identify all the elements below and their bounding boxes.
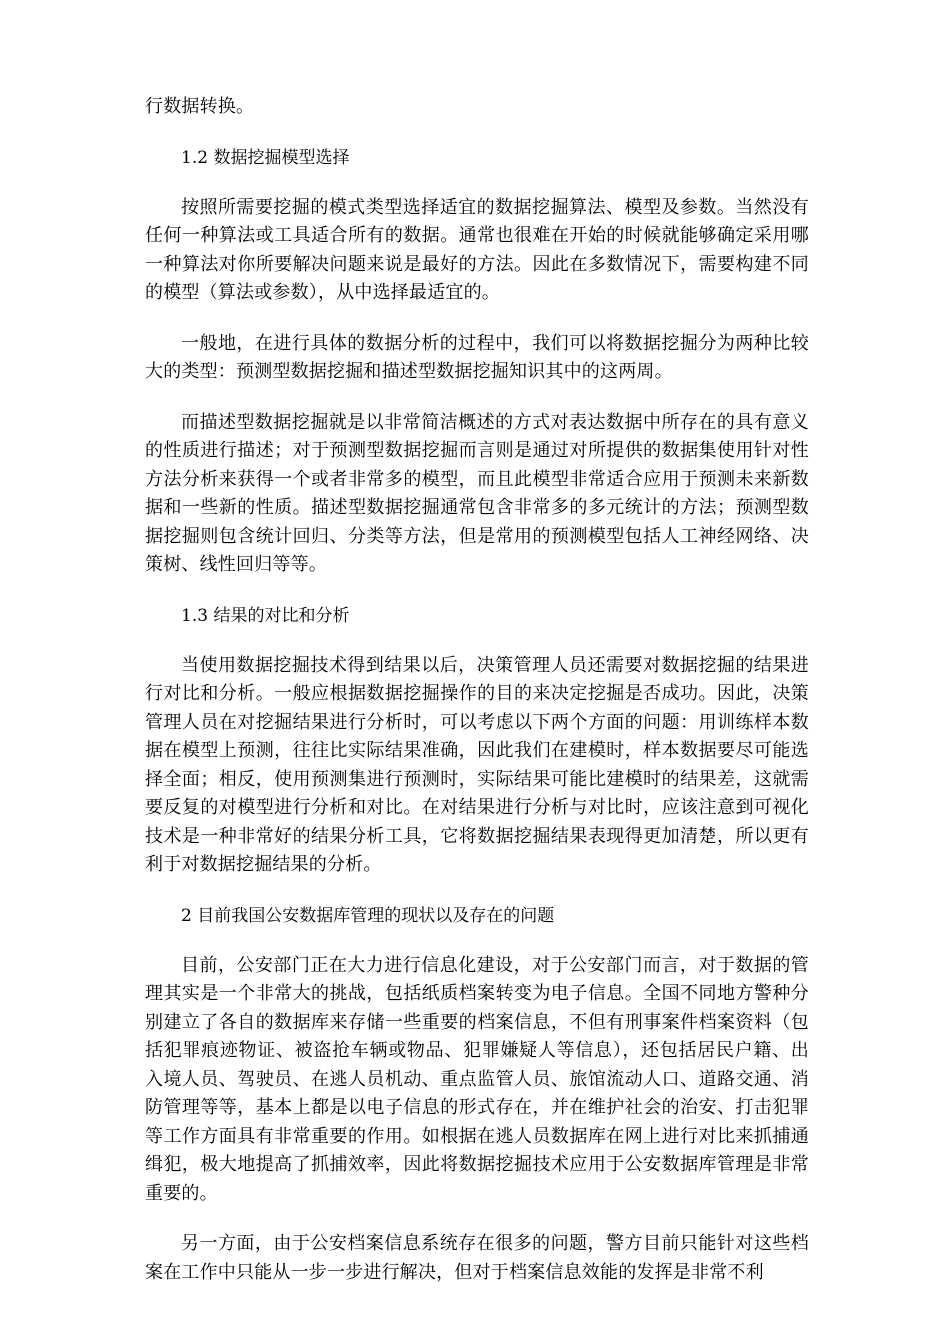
paragraph-current-status: 目前，公安部门正在大力进行信息化建设，对于公安部门而言，对于数据的管理其实是一个非常大的挑战，包括纸质档案转变为电子信息。全国不同地方警种分别建立了各自的数据库来存储一些重要的档案信息，不但有刑事案件档案资料（包括犯罪痕迹物证、被盗抢车辆或物品、犯罪嫌疑人等信息），还包括居民户籍、出入境人员、驾驶员、在逃人员机动、重点监管人员、旅馆流动人口、道路交通、消防管理等等，基本上都是以电子信息的形式存在，并在维护社会的治安、打击犯罪等工作方面具有非常重要的作用。如根据在逃人员数据库在网上进行对比来抓捕通缉犯，极大地提高了抓捕效率，因此将数据挖掘技术应用于公安数据库管理是非常重要的。 — [145, 954, 809, 1204]
paragraph-problems: 另一方面，由于公安档案信息系统存在很多的问题，警方目前只能针对这些档案在工作中只能从一步一步进行解决，但对于档案信息效能的发挥是非常不利 — [145, 1233, 809, 1283]
section-heading-1-3: 1.3 结果的对比和分析 — [181, 605, 350, 626]
section-heading-1-2: 1.2 数据挖掘模型选择 — [181, 147, 350, 168]
section-heading-2: 2 目前我国公安数据库管理的现状以及存在的问题 — [181, 905, 555, 926]
paragraph-continuation: 行数据转换。 — [145, 96, 255, 117]
document-page — [145, 93, 809, 1309]
paragraph-descriptive-predictive: 而描述型数据挖掘就是以非常简洁概述的方式对表达数据中所存在的具有意义的性质进行描述；对于预测型数据挖掘而言则是通过对所提供的数据集使用针对性方法分析来获得一个或者非常多的模型，而且此模型非常适合应用于预测未来新数据和一些新的性质。描述型数据挖掘通常包含非常多的多元统计的方法；预测型数据挖掘则包含统计回归、分类等方法，但是常用的预测模型包括人工神经网络、决策树、线性回归等等。 — [145, 411, 809, 575]
paragraph-result-analysis: 当使用数据挖掘技术得到结果以后，决策管理人员还需要对数据挖掘的结果进行对比和分析。一般应根据数据挖掘操作的目的来决定挖掘是否成功。因此，决策管理人员在对挖掘结果进行分析时，可以考虑以下两个方面的问题：用训练样本数据在模型上预测，往往比实际结果准确，因此我们在建模时，样本数据要尽可能选择全面；相反，使用预测集进行预测时，实际结果可能比建模时的结果差，这就需要反复的对模型进行分析和对比。在对结果进行分析与对比时，应该注意到可视化技术是一种非常好的结果分析工具，它将数据挖掘结果表现得更加清楚，所以更有利于对数据挖掘结果的分析。 — [145, 654, 809, 875]
paragraph-model-selection: 按照所需要挖掘的模式类型选择适宜的数据挖掘算法、模型及参数。当然没有任何一种算法或工具适合所有的数据。通常也很难在开始的时候就能够确定采用哪一种算法对你所要解决问题来说是最好的方法。因此在多数情况下，需要构建不同的模型（算法或参数），从中选择最适宜的。 — [145, 196, 809, 303]
paragraph-mining-types: 一般地，在进行具体的数据分析的过程中，我们可以将数据挖掘分为两种比较大的类型：预测型数据挖掘和描述型数据挖掘知识其中的这两周。 — [145, 332, 809, 382]
